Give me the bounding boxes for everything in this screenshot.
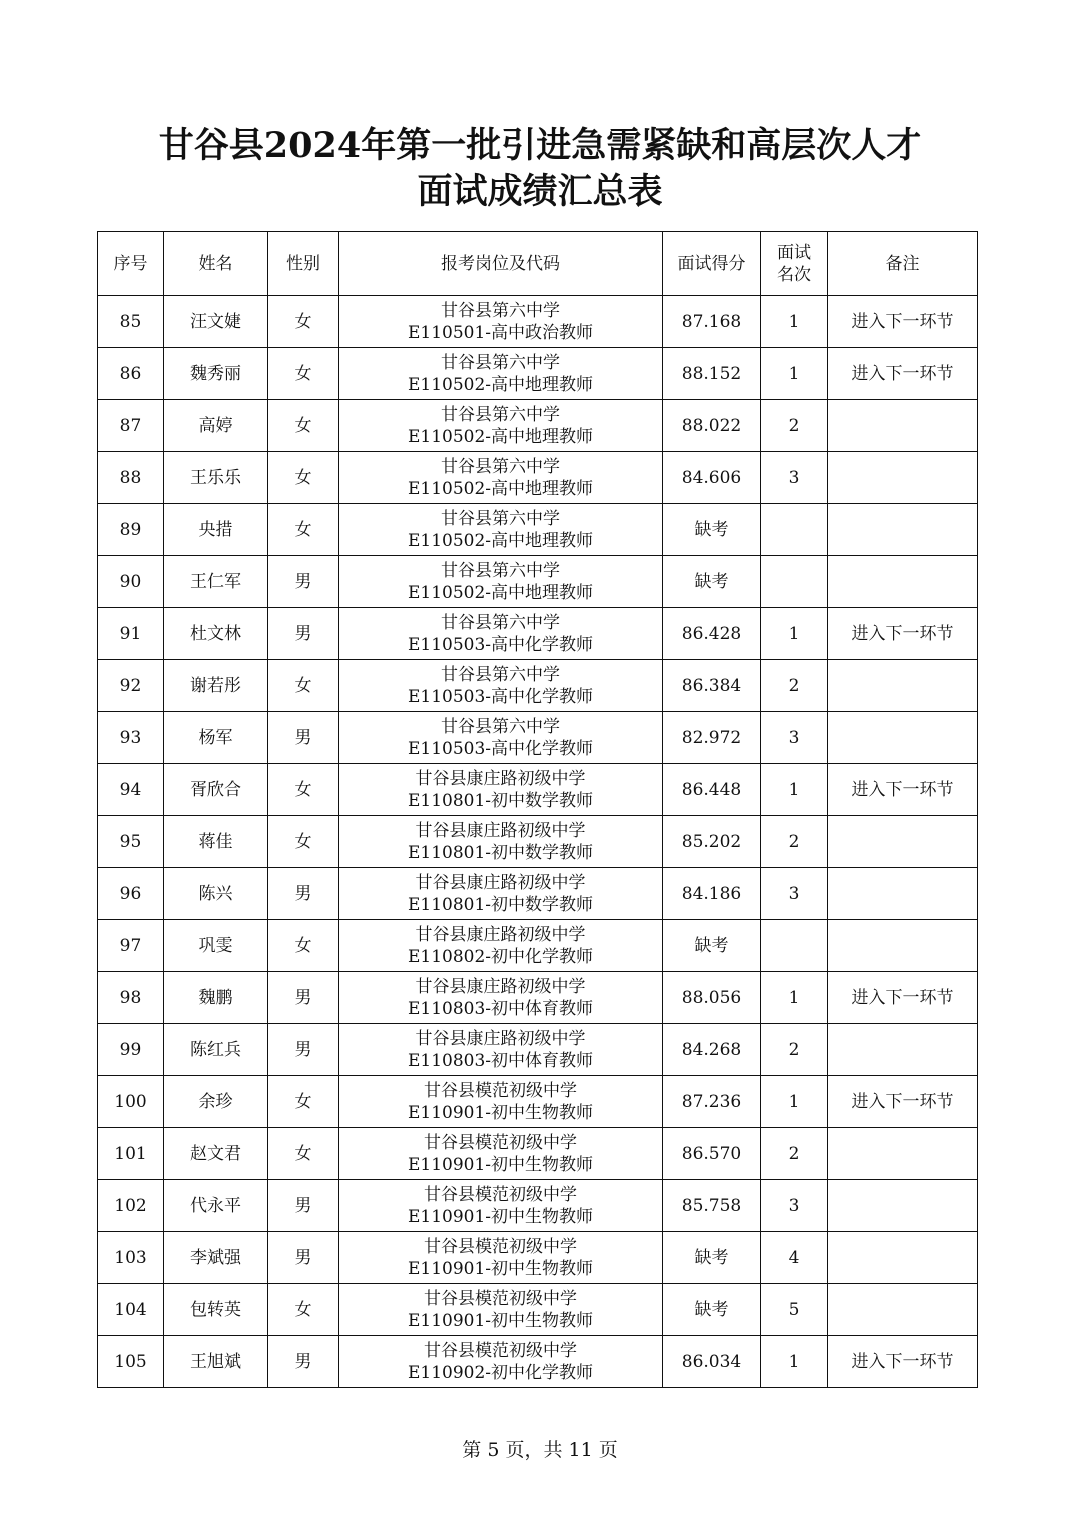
position-post-code: E110901-初中生物教师 xyxy=(407,1258,594,1279)
table-row xyxy=(98,504,978,556)
cell-seq: 103 xyxy=(98,1232,164,1284)
cell-position xyxy=(339,1024,663,1076)
cell-seq: 88 xyxy=(98,452,164,504)
cell-position xyxy=(339,556,663,608)
cell-name: 代永平 xyxy=(164,1180,268,1232)
cell-rank: 1 xyxy=(761,764,828,816)
cell-seq: 95 xyxy=(98,816,164,868)
table-header-row xyxy=(98,232,978,296)
position-post-code: E110901-初中生物教师 xyxy=(407,1310,594,1331)
cell-name: 谢若彤 xyxy=(164,660,268,712)
position-school: 甘谷县第六中学 xyxy=(441,560,560,581)
cell-score: 缺考 xyxy=(663,920,761,972)
position-post-code: E110902-初中化学教师 xyxy=(407,1362,594,1383)
cell-gender: 男 xyxy=(268,608,339,660)
cell-position xyxy=(339,452,663,504)
cell-remark: 进入下一环节 xyxy=(828,1336,978,1388)
table-row xyxy=(98,920,978,972)
table-row xyxy=(98,1180,978,1232)
cell-score: 87.168 xyxy=(663,296,761,348)
cell-rank: 2 xyxy=(761,1024,828,1076)
position-school: 甘谷县第六中学 xyxy=(441,352,560,373)
cell-seq: 98 xyxy=(98,972,164,1024)
position-post-code: E110802-初中化学教师 xyxy=(407,946,594,967)
cell-remark: 进入下一环节 xyxy=(828,348,978,400)
cell-name: 余珍 xyxy=(164,1076,268,1128)
cell-rank: 3 xyxy=(761,452,828,504)
cell-remark xyxy=(828,920,978,972)
cell-name: 央措 xyxy=(164,504,268,556)
cell-remark: 进入下一环节 xyxy=(828,296,978,348)
cell-remark xyxy=(828,1128,978,1180)
cell-name: 王乐乐 xyxy=(164,452,268,504)
cell-rank: 3 xyxy=(761,1180,828,1232)
cell-rank: 4 xyxy=(761,1232,828,1284)
cell-name: 蒋佳 xyxy=(164,816,268,868)
cell-position xyxy=(339,1336,663,1388)
cell-seq: 104 xyxy=(98,1284,164,1336)
position-school: 甘谷县第六中学 xyxy=(441,612,560,633)
cell-rank xyxy=(761,920,828,972)
cell-score: 85.202 xyxy=(663,816,761,868)
cell-name: 王旭斌 xyxy=(164,1336,268,1388)
cell-remark: 进入下一环节 xyxy=(828,1076,978,1128)
position-school: 甘谷县第六中学 xyxy=(441,404,560,425)
cell-rank: 1 xyxy=(761,972,828,1024)
table-row xyxy=(98,1076,978,1128)
header-rank-line-2: 名次 xyxy=(777,264,811,285)
cell-rank: 1 xyxy=(761,608,828,660)
cell-gender: 女 xyxy=(268,348,339,400)
cell-name: 李斌强 xyxy=(164,1232,268,1284)
cell-score: 84.606 xyxy=(663,452,761,504)
cell-seq: 101 xyxy=(98,1128,164,1180)
cell-gender: 女 xyxy=(268,452,339,504)
table-row xyxy=(98,348,978,400)
cell-score: 86.034 xyxy=(663,1336,761,1388)
position-post-code: E110502-高中地理教师 xyxy=(407,374,594,395)
table-row xyxy=(98,1284,978,1336)
position-post-code: E110801-初中数学教师 xyxy=(407,842,594,863)
cell-score: 84.186 xyxy=(663,868,761,920)
cell-gender: 男 xyxy=(268,1232,339,1284)
cell-name: 杜文林 xyxy=(164,608,268,660)
position-post-code: E110801-初中数学教师 xyxy=(407,894,594,915)
position-school: 甘谷县康庄路初级中学 xyxy=(415,872,586,893)
cell-rank: 2 xyxy=(761,400,828,452)
table-row xyxy=(98,660,978,712)
table-row xyxy=(98,400,978,452)
position-post-code: E110901-初中生物教师 xyxy=(407,1154,594,1175)
cell-remark xyxy=(828,660,978,712)
cell-score: 85.758 xyxy=(663,1180,761,1232)
cell-position xyxy=(339,868,663,920)
position-post-code: E110501-高中政治教师 xyxy=(407,322,594,343)
header-seq: 序号 xyxy=(98,232,164,296)
cell-gender: 女 xyxy=(268,296,339,348)
position-school: 甘谷县第六中学 xyxy=(441,508,560,529)
cell-rank: 2 xyxy=(761,660,828,712)
position-school: 甘谷县第六中学 xyxy=(441,456,560,477)
cell-gender: 女 xyxy=(268,816,339,868)
cell-seq: 92 xyxy=(98,660,164,712)
position-school: 甘谷县康庄路初级中学 xyxy=(415,1028,586,1049)
cell-position xyxy=(339,1232,663,1284)
cell-rank: 1 xyxy=(761,1336,828,1388)
cell-seq: 94 xyxy=(98,764,164,816)
cell-position xyxy=(339,660,663,712)
cell-remark xyxy=(828,556,978,608)
cell-gender: 女 xyxy=(268,400,339,452)
position-post-code: E110502-高中地理教师 xyxy=(407,478,594,499)
cell-score: 88.022 xyxy=(663,400,761,452)
position-school: 甘谷县第六中学 xyxy=(441,716,560,737)
cell-remark xyxy=(828,712,978,764)
position-school: 甘谷县模范初级中学 xyxy=(424,1236,577,1257)
cell-name: 包转英 xyxy=(164,1284,268,1336)
cell-position xyxy=(339,764,663,816)
interview-score-table xyxy=(97,231,978,1388)
cell-name: 巩雯 xyxy=(164,920,268,972)
cell-gender: 女 xyxy=(268,504,339,556)
table-row xyxy=(98,1024,978,1076)
cell-rank: 2 xyxy=(761,1128,828,1180)
cell-rank: 2 xyxy=(761,816,828,868)
cell-score: 88.056 xyxy=(663,972,761,1024)
cell-remark xyxy=(828,400,978,452)
cell-remark xyxy=(828,452,978,504)
cell-position xyxy=(339,608,663,660)
cell-gender: 女 xyxy=(268,764,339,816)
cell-seq: 87 xyxy=(98,400,164,452)
table-row xyxy=(98,1336,978,1388)
cell-rank: 3 xyxy=(761,712,828,764)
position-post-code: E110502-高中地理教师 xyxy=(407,582,594,603)
position-school: 甘谷县模范初级中学 xyxy=(424,1288,577,1309)
cell-position xyxy=(339,1076,663,1128)
cell-rank: 1 xyxy=(761,1076,828,1128)
cell-seq: 102 xyxy=(98,1180,164,1232)
position-post-code: E110503-高中化学教师 xyxy=(407,686,594,707)
table-row xyxy=(98,556,978,608)
cell-remark: 进入下一环节 xyxy=(828,764,978,816)
cell-remark xyxy=(828,816,978,868)
cell-score: 86.570 xyxy=(663,1128,761,1180)
cell-name: 赵文君 xyxy=(164,1128,268,1180)
cell-name: 高婷 xyxy=(164,400,268,452)
document-title-line-1: 甘谷县2024年第一批引进急需紧缺和高层次人才 xyxy=(158,125,922,166)
cell-seq: 90 xyxy=(98,556,164,608)
position-school: 甘谷县模范初级中学 xyxy=(424,1340,577,1361)
cell-seq: 105 xyxy=(98,1336,164,1388)
cell-score: 86.428 xyxy=(663,608,761,660)
cell-position xyxy=(339,1128,663,1180)
cell-score: 86.448 xyxy=(663,764,761,816)
cell-remark: 进入下一环节 xyxy=(828,972,978,1024)
cell-gender: 男 xyxy=(268,1336,339,1388)
cell-gender: 男 xyxy=(268,1180,339,1232)
position-post-code: E110801-初中数学教师 xyxy=(407,790,594,811)
position-school: 甘谷县模范初级中学 xyxy=(424,1080,577,1101)
cell-position xyxy=(339,348,663,400)
cell-name: 汪文婕 xyxy=(164,296,268,348)
position-school: 甘谷县模范初级中学 xyxy=(424,1132,577,1153)
header-score: 面试得分 xyxy=(663,232,761,296)
cell-name: 王仁军 xyxy=(164,556,268,608)
cell-gender: 女 xyxy=(268,1076,339,1128)
position-school: 甘谷县康庄路初级中学 xyxy=(415,924,586,945)
cell-rank xyxy=(761,504,828,556)
cell-score: 88.152 xyxy=(663,348,761,400)
position-school: 甘谷县康庄路初级中学 xyxy=(415,976,586,997)
position-post-code: E110803-初中体育教师 xyxy=(407,998,594,1019)
cell-position xyxy=(339,920,663,972)
cell-remark xyxy=(828,1284,978,1336)
cell-position xyxy=(339,296,663,348)
position-school: 甘谷县康庄路初级中学 xyxy=(415,768,586,789)
position-school: 甘谷县模范初级中学 xyxy=(424,1184,577,1205)
table-row xyxy=(98,1232,978,1284)
cell-score: 缺考 xyxy=(663,1284,761,1336)
cell-score: 缺考 xyxy=(663,1232,761,1284)
cell-remark xyxy=(828,868,978,920)
position-post-code: E110502-高中地理教师 xyxy=(407,530,594,551)
cell-remark xyxy=(828,1180,978,1232)
cell-name: 魏秀丽 xyxy=(164,348,268,400)
cell-score: 87.236 xyxy=(663,1076,761,1128)
cell-seq: 96 xyxy=(98,868,164,920)
cell-gender: 男 xyxy=(268,972,339,1024)
cell-name: 陈兴 xyxy=(164,868,268,920)
position-post-code: E110502-高中地理教师 xyxy=(407,426,594,447)
cell-position xyxy=(339,1180,663,1232)
table-row xyxy=(98,608,978,660)
cell-rank: 1 xyxy=(761,348,828,400)
position-school: 甘谷县第六中学 xyxy=(441,300,560,321)
table-row xyxy=(98,1128,978,1180)
cell-score: 缺考 xyxy=(663,504,761,556)
document-title-line-2: 面试成绩汇总表 xyxy=(417,171,663,212)
table-body xyxy=(98,296,978,1388)
cell-remark xyxy=(828,1232,978,1284)
header-position: 报考岗位及代码 xyxy=(339,232,663,296)
position-post-code: E110901-初中生物教师 xyxy=(407,1206,594,1227)
cell-score: 84.268 xyxy=(663,1024,761,1076)
table-row xyxy=(98,764,978,816)
cell-gender: 女 xyxy=(268,660,339,712)
position-post-code: E110901-初中生物教师 xyxy=(407,1102,594,1123)
cell-seq: 91 xyxy=(98,608,164,660)
cell-score: 82.972 xyxy=(663,712,761,764)
header-remark: 备注 xyxy=(828,232,978,296)
cell-gender: 女 xyxy=(268,1284,339,1336)
table-row xyxy=(98,816,978,868)
header-rank-line-1: 面试 xyxy=(777,242,811,263)
cell-gender: 男 xyxy=(268,556,339,608)
table-row xyxy=(98,868,978,920)
cell-position xyxy=(339,816,663,868)
header-rank xyxy=(761,232,828,296)
header-name: 姓名 xyxy=(164,232,268,296)
cell-rank xyxy=(761,556,828,608)
cell-remark xyxy=(828,504,978,556)
cell-name: 魏鹏 xyxy=(164,972,268,1024)
cell-gender: 女 xyxy=(268,920,339,972)
cell-seq: 99 xyxy=(98,1024,164,1076)
cell-gender: 女 xyxy=(268,1128,339,1180)
table-row xyxy=(98,452,978,504)
cell-seq: 97 xyxy=(98,920,164,972)
position-school: 甘谷县康庄路初级中学 xyxy=(415,820,586,841)
table-row xyxy=(98,712,978,764)
cell-position xyxy=(339,972,663,1024)
cell-seq: 100 xyxy=(98,1076,164,1128)
page-footer: 第 5 页，共 11 页 xyxy=(462,1439,618,1461)
cell-gender: 男 xyxy=(268,1024,339,1076)
cell-position xyxy=(339,1284,663,1336)
cell-position xyxy=(339,400,663,452)
cell-seq: 89 xyxy=(98,504,164,556)
header-gender: 性别 xyxy=(268,232,339,296)
position-school: 甘谷县第六中学 xyxy=(441,664,560,685)
cell-name: 杨军 xyxy=(164,712,268,764)
cell-score: 缺考 xyxy=(663,556,761,608)
table-row xyxy=(98,296,978,348)
table-row xyxy=(98,972,978,1024)
cell-rank: 1 xyxy=(761,296,828,348)
cell-name: 胥欣合 xyxy=(164,764,268,816)
cell-gender: 男 xyxy=(268,868,339,920)
cell-rank: 3 xyxy=(761,868,828,920)
cell-seq: 85 xyxy=(98,296,164,348)
cell-remark xyxy=(828,1024,978,1076)
cell-position xyxy=(339,504,663,556)
cell-position xyxy=(339,712,663,764)
cell-score: 86.384 xyxy=(663,660,761,712)
cell-seq: 93 xyxy=(98,712,164,764)
cell-rank: 5 xyxy=(761,1284,828,1336)
position-post-code: E110803-初中体育教师 xyxy=(407,1050,594,1071)
cell-seq: 86 xyxy=(98,348,164,400)
position-post-code: E110503-高中化学教师 xyxy=(407,738,594,759)
cell-name: 陈红兵 xyxy=(164,1024,268,1076)
cell-gender: 男 xyxy=(268,712,339,764)
cell-remark: 进入下一环节 xyxy=(828,608,978,660)
position-post-code: E110503-高中化学教师 xyxy=(407,634,594,655)
